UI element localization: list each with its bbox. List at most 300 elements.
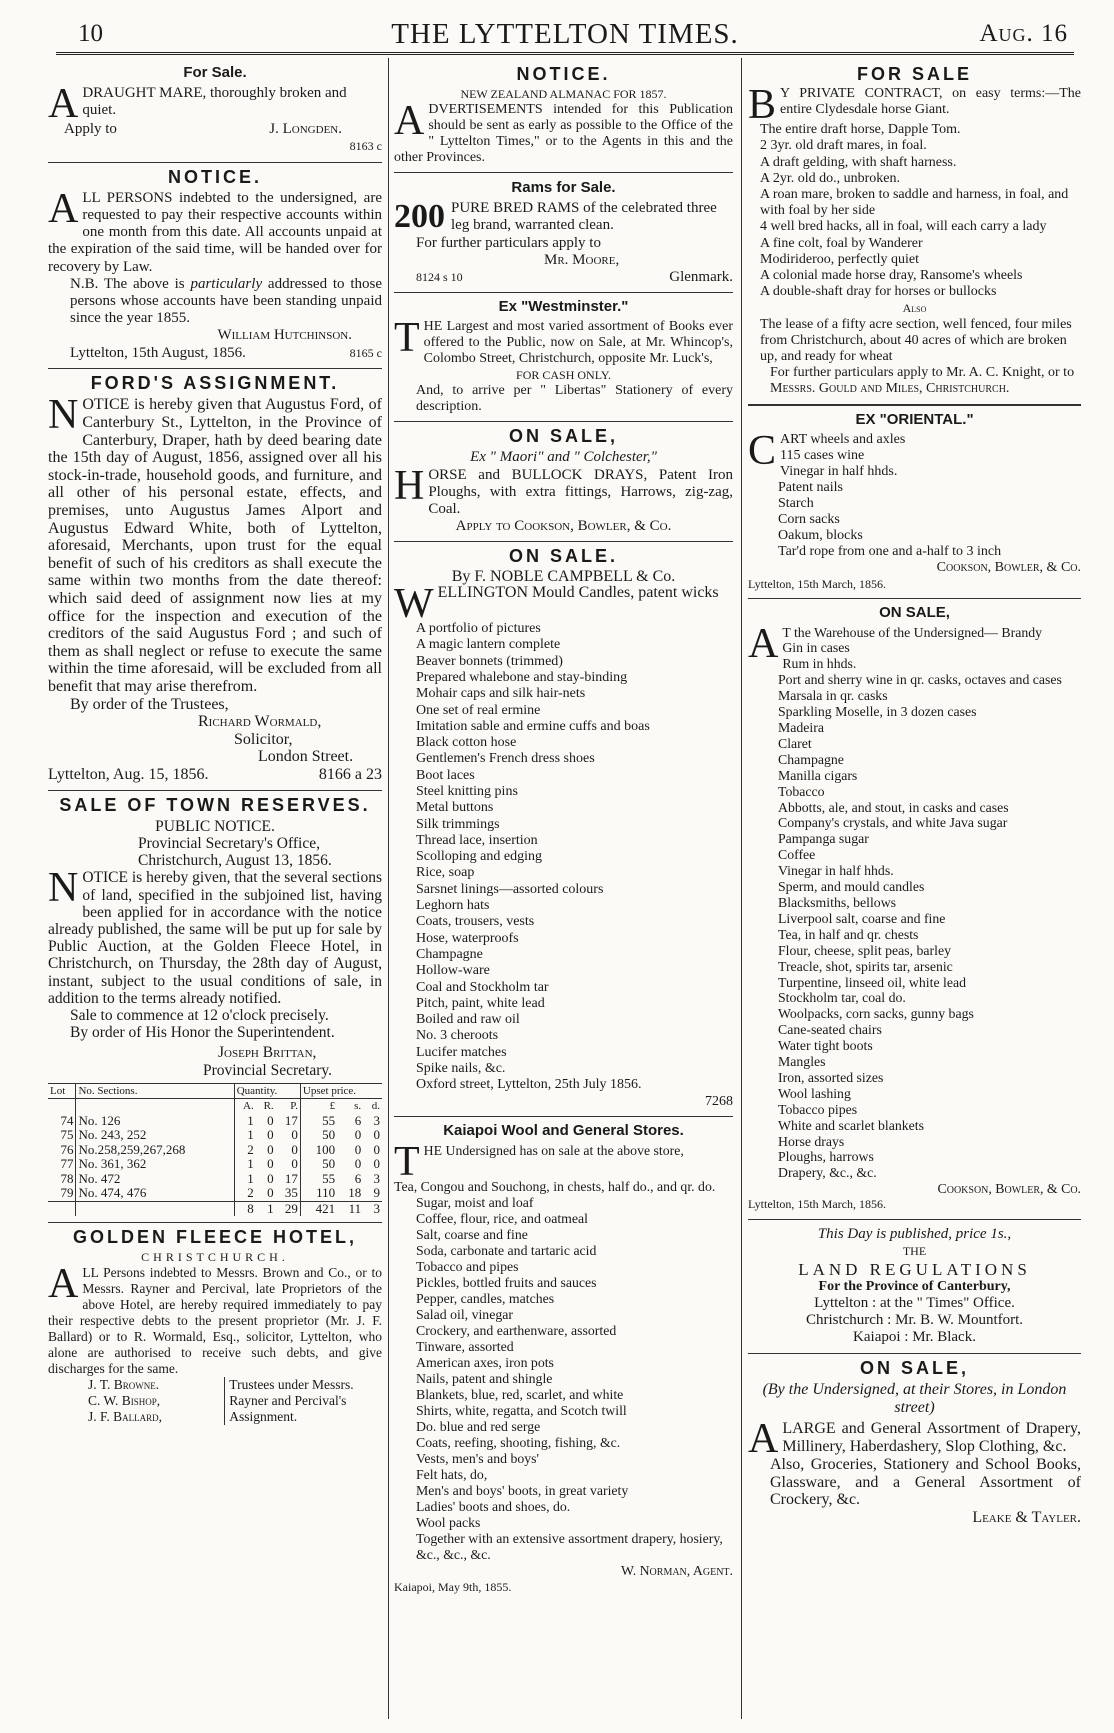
list-item: Tobacco	[778, 783, 825, 799]
table-cell: 0	[354, 1156, 362, 1172]
list-item: Spike nails, &c.	[416, 1061, 506, 1077]
ad-body: OTICE is hereby given, that the several sections of land, specified in the subjoined list, having been applied for in accordance with the notice already published, the same will be put up for sale by Public Auction, at the Golden Fleece Hotel, in Christchurch, on Thursday, the 28th day of August, instant, subject to the usual conditions of sale, in addition to the terms already notified.	[48, 869, 382, 1007]
ad-place-date: Lyttelton, 15th March, 1856.	[748, 1197, 886, 1212]
list-item: Sperm, and mould candles	[778, 879, 925, 895]
divider	[48, 1222, 382, 1223]
table-cell: 8	[234, 1201, 256, 1216]
table-cell: No. 126	[76, 1114, 234, 1129]
table-cell: 0	[267, 1127, 274, 1143]
drop-cap: B	[748, 82, 777, 129]
table-cell: 75	[60, 1127, 74, 1143]
ad-text: Also	[902, 301, 927, 316]
ad-body: LL PERSONS indebted to the undersigned, are requested to pay their respective accounts within one month from this date. All accounts unpaid at the expiration of the said time, will be handed over for recovery by Law.	[48, 189, 382, 275]
table-cell: 3	[363, 1201, 382, 1216]
list-item: A roan mare, broken to saddle and harness, in foal, and with foal by her side	[760, 187, 1069, 219]
ad-title: NOTICE.	[167, 166, 262, 187]
list-item: Pampanga sugar	[778, 831, 869, 847]
table-subheader: R.	[263, 1100, 274, 1113]
ad-rams-for-sale	[394, 179, 733, 286]
table-cell: 110	[300, 1186, 337, 1201]
ad-notice-debts	[48, 166, 383, 362]
ad-title: ON SALE,	[508, 426, 618, 447]
list-item: 4 well bred hacks, all in foal, will each carry a lady	[760, 219, 1047, 235]
ad-subtitle: Ex " Maori" and " Colchester,"	[470, 449, 657, 466]
ad-text: particularly	[190, 275, 263, 292]
list-item: Hose, waterproofs	[416, 930, 519, 946]
divider	[394, 541, 733, 542]
ad-body: T the Warehouse of the Undersigned— Brandy	[782, 624, 1043, 640]
list-item: Ploughs, harrows	[778, 1149, 874, 1165]
table-header: Quantity.	[234, 1083, 300, 1099]
divider	[48, 368, 382, 369]
list-item: Lucifer matches	[416, 1044, 507, 1060]
drop-cap: C	[748, 427, 777, 474]
list-item: Patent nails	[778, 479, 843, 495]
list-item: Tinware, assorted	[416, 1338, 514, 1354]
divider	[48, 790, 382, 791]
ad-leake-tayler	[748, 1357, 1081, 1527]
list-item: American axes, iron pots	[416, 1354, 554, 1370]
ad-text: Trustees under Messrs.	[229, 1377, 354, 1393]
ad-text: London Street.	[258, 748, 354, 766]
table-cell: 2	[234, 1143, 256, 1158]
ad-subtitle: By F. NOBLE CAMPBELL & Co.	[451, 567, 676, 585]
ad-subtitle: PUBLIC NOTICE.	[155, 817, 275, 835]
list-item: Rum in hhds.	[782, 656, 857, 672]
column-3	[748, 60, 1081, 1527]
table-row	[48, 1186, 382, 1201]
drop-cap: N	[48, 865, 79, 912]
list-item: Rice, soap	[416, 865, 475, 881]
table-cell: 74	[60, 1112, 74, 1128]
list-item: Crockery, and earthenware, assorted	[416, 1322, 617, 1338]
ad-title: SALE OF TOWN RESERVES.	[59, 794, 371, 815]
ad-body: HE Undersigned has on sale at the above store,	[423, 1142, 684, 1158]
drop-cap: H	[394, 462, 425, 509]
table-cell: 0	[354, 1141, 362, 1157]
list-item: A draft gelding, with shaft harness.	[760, 154, 957, 170]
drop-cap: T	[394, 315, 420, 362]
ad-subtitle: (By the Undersigned, at their Stores, in London street)	[762, 1381, 1067, 1416]
item-list	[394, 1195, 733, 1531]
list-item: Blankets, blue, red, scarlet, and white	[416, 1386, 624, 1402]
list-item: Salt, coarse and fine	[416, 1226, 528, 1242]
ad-ref: 8165 c	[349, 345, 382, 360]
list-item: 115 cases wine	[780, 447, 865, 463]
list-item: Claret	[778, 735, 812, 751]
list-item: Modirideroo, perfectly quiet	[760, 251, 920, 267]
ad-signature: J. F. Ballard,	[88, 1409, 163, 1425]
list-item: Salad oil, vinegar	[416, 1306, 513, 1322]
ad-title: GOLDEN FLEECE HOTEL,	[72, 1227, 357, 1248]
list-item: Iron, assorted sizes	[778, 1069, 884, 1085]
table-cell: 0	[373, 1127, 380, 1143]
ad-ref: 8166 a 23	[318, 765, 382, 783]
list-item: Marsala in qr. casks	[778, 688, 888, 704]
table-cell: 50	[300, 1128, 337, 1143]
list-item: Port and sherry wine in qr. casks, octaves and cases	[778, 672, 1062, 688]
list-item: Oakum, blocks	[778, 527, 863, 543]
ad-text: THE	[902, 1244, 927, 1259]
table-cell: 1	[234, 1114, 256, 1129]
list-item: Tobacco and pipes	[416, 1258, 519, 1274]
list-item: Imitation sable and ermine cuffs and boas	[416, 718, 650, 734]
table-cell: 79	[60, 1185, 74, 1201]
ad-title: Kaiapoi Wool and General Stores.	[443, 1121, 684, 1139]
list-item: A colonial made horse dray, Ransome's wheels	[760, 268, 1023, 284]
table-cell: 1	[256, 1201, 276, 1216]
table-cell: 0	[267, 1185, 274, 1201]
list-item: Coats, reefing, shooting, fishing, &c.	[416, 1434, 621, 1450]
table-cell: 17	[284, 1112, 298, 1128]
ad-body: ELLINGTON Mould Candles, patent wicks	[437, 584, 719, 602]
ad-title: ON SALE,	[879, 603, 950, 621]
ad-title: ON SALE.	[508, 546, 618, 567]
list-item: Company's crystals, and white Java sugar	[778, 815, 1008, 831]
ad-text: Also, Groceries, Stationery and School Books, Glassware, and a General Assortment of Crockery, &c.	[770, 1456, 1081, 1509]
list-item: Metal buttons	[416, 800, 494, 816]
table-cell: No. 361, 362	[76, 1157, 234, 1172]
ad-text: Lyttelton : at the " Times" Office.	[814, 1294, 1015, 1311]
ad-body: ORSE and BULLOCK DRAYS, Patent Iron Ploughs, with extra fittings, Harrows, zig-zag, Coal.	[428, 466, 733, 518]
list-item: Champagne	[778, 751, 844, 767]
ad-drays	[394, 428, 733, 535]
table-cell: 11	[337, 1201, 363, 1216]
table-cell: 0	[267, 1156, 274, 1172]
table-subheader: s.	[354, 1100, 362, 1113]
table-cell: 3	[373, 1112, 380, 1128]
ad-body: LL Persons indebted to Messrs. Brown and Co., or to Messrs. Rayner and Percival, late Proprietors of the above Hotel, are hereby required immediately to pay their respective debts to the present proprietor (Mr. J. F. Ballard) or to R. Wormald, Esq., solicitor, Lyttelton, who alone are authorised to receive such debts, and give discharges for the same.	[48, 1265, 382, 1377]
list-item: Woolpacks, corn sacks, gunny bags	[778, 1006, 974, 1022]
list-item: Mangles	[778, 1054, 826, 1070]
ad-text: Provincial Secretary's Office,	[138, 834, 320, 852]
divider	[394, 292, 733, 293]
list-item: Shirts, white, regatta, and Scotch twill	[416, 1402, 627, 1418]
ad-title: NOTICE.	[516, 64, 611, 84]
list-item: Boiled and raw oil	[416, 1012, 520, 1028]
masthead	[56, 16, 1074, 50]
column-divider	[388, 58, 389, 1719]
ad-text: Kaiapoi : Mr. Black.	[853, 1329, 976, 1346]
ad-text: Tea, Congou and Souchong, in chests, half do., and qr. do.	[394, 1178, 716, 1194]
list-item: Silk trimmings	[416, 816, 500, 832]
drop-cap: N	[48, 392, 79, 439]
table-cell: 0	[291, 1127, 298, 1143]
ad-signature: C. W. Bishop,	[88, 1393, 161, 1409]
table-cell: 76	[60, 1141, 74, 1157]
table-cell: 100	[300, 1143, 337, 1158]
ad-text: This Day is published, price 1s.,	[817, 1226, 1012, 1243]
reserves-table	[48, 1083, 382, 1217]
ad-body: HE Largest and most varied assortment of Books ever offered to the Public, now on Sale, at Mr. Whincop's, Colombo Street, Christchurch, opposite Mr. Luck's,	[423, 319, 733, 367]
column-2	[394, 60, 733, 1595]
table-cell: 0	[267, 1141, 274, 1157]
list-item: Mohair caps and silk hair-nets	[416, 686, 586, 702]
ad-kaiapoi	[394, 1123, 733, 1595]
table-cell: 0	[267, 1170, 274, 1186]
ad-text: Apply to	[64, 121, 117, 138]
ad-signature: Joseph Brittan,	[218, 1044, 317, 1062]
table-cell: 0	[291, 1156, 298, 1172]
ad-almanac-notice	[394, 66, 733, 166]
ad-text: By order of the Trustees,	[70, 695, 229, 713]
ad-golden-fleece	[48, 1229, 382, 1425]
table-cell: 55	[300, 1172, 337, 1187]
ad-signature: W. Norman, Agent.	[620, 1562, 733, 1578]
ad-body: OTICE is hereby given that Augustus Ford, of Canterbury St., Lyttelton, in the Province of Canterbury, Draper, hath by deed bearing date the 15th day of August, 1856, assigned over all his stock-in-trade, household goods, and furniture, and all other of his personal estate, effects, and premises, unto Augustus James Alport and Augustus Edward White, both of Lyttelton, aforesaid, Merchants, upon trust for the equal benefit of such of his creditors as shall execute the same within two months from the date thereof: which said deed of assignment now lies at my office for the inspection and execution of the creditors of the said Augustus Ford ; and such of them as shall neglect or refuse to execute the same within the time aforesaid, will be excluded from all benefit that may arise therefrom.	[48, 396, 382, 695]
table-header: Upset price.	[300, 1083, 382, 1099]
table-cell: 2	[234, 1186, 256, 1201]
list-item: Thread lace, insertion	[416, 832, 538, 848]
table-cell: 1	[234, 1172, 256, 1187]
ad-place-date: Lyttelton, 15th March, 1856.	[748, 576, 886, 591]
ad-signature: Richard Wormald,	[198, 713, 322, 731]
table-cell: No. 474, 476	[76, 1186, 234, 1201]
list-item: Madeira	[778, 720, 824, 735]
list-item: Wool lashing	[778, 1085, 851, 1101]
ad-title: Ex "Westminster."	[498, 298, 629, 316]
list-item: Flour, cheese, split peas, barley	[778, 942, 952, 958]
table-cell: No. 472	[76, 1172, 234, 1187]
drop-cap: A	[48, 185, 79, 232]
list-item: Steel knitting pins	[416, 784, 518, 799]
table-cell: 421	[300, 1201, 337, 1216]
ad-text: Rayner and Percival's	[229, 1393, 347, 1409]
drop-cap: A	[48, 1261, 79, 1308]
table-cell: 9	[373, 1185, 380, 1201]
ad-body: PURE BRED RAMS of the celebrated three leg brand, warranted clean.	[451, 200, 717, 234]
list-item: Vinegar in half hhds.	[778, 863, 894, 879]
table-cell: No.258,259,267,268	[76, 1143, 234, 1158]
item-list	[748, 448, 1081, 560]
list-item: Prepared whalebone and stay-binding	[416, 669, 628, 685]
list-item: Pickles, bottled fruits and sauces	[416, 1274, 597, 1290]
table-cell: 1	[234, 1128, 256, 1143]
ad-text: And, to arrive per " Libertas" Stationery of every description.	[416, 383, 733, 415]
ad-title: FOR SALE	[856, 64, 972, 84]
list-item: Starch	[778, 495, 814, 511]
ad-text: Together with an extensive assortment drapery, hosiery, &c., &c., &c.	[416, 1530, 723, 1562]
item-list	[748, 640, 1081, 1181]
ad-signature: Leake & Tayler.	[972, 1509, 1081, 1527]
ad-mare-for-sale	[48, 64, 382, 156]
table-subheader: A.	[234, 1099, 256, 1114]
divider	[748, 404, 1081, 406]
list-item: Leghorn hats	[416, 898, 490, 914]
list-item: Stockholm tar, coal do.	[778, 990, 906, 1006]
newspaper-title: THE LYTTELTON TIMES.	[391, 18, 739, 50]
table-subheader: P.	[290, 1100, 298, 1113]
table-row	[48, 1172, 382, 1187]
list-item: Coats, trousers, vests	[416, 914, 535, 930]
table-header: No. Sections.	[76, 1083, 234, 1099]
ad-body: LARGE and General Assortment of Drapery, Millinery, Haberdashery, Slop Clothing, &c.	[782, 1420, 1081, 1455]
list-item: No. 3 cheroots	[416, 1028, 499, 1044]
ad-text: Apply to Cookson, Bowler, & Co.	[455, 518, 672, 535]
ad-signature: Mr. Moore,	[544, 251, 620, 268]
ad-warehouse-sale	[748, 605, 1081, 1213]
divider	[48, 162, 382, 163]
list-item: Abbotts, ale, and stout, in casks and cases	[778, 799, 1009, 815]
ad-text: N.B. The above is	[70, 275, 185, 292]
list-item: Cane-seated chairs	[778, 1022, 882, 1038]
table-subheader: d.	[371, 1100, 380, 1113]
table-cell: 0	[354, 1127, 362, 1143]
list-item: Coffee, flour, rice, and oatmeal	[416, 1210, 588, 1226]
table-total-row	[48, 1201, 382, 1216]
ad-for-sale-horses	[748, 66, 1081, 398]
list-item: A double-shaft dray for horses or bullocks	[760, 284, 997, 300]
divider	[748, 1219, 1081, 1220]
drop-cap: T	[394, 1138, 420, 1185]
ad-text: Sale to commence at 12 o'clock precisely.	[70, 1006, 329, 1024]
list-item: Do. blue and red serge	[416, 1418, 541, 1434]
list-item: Pitch, paint, white lead	[416, 995, 545, 1011]
table-cell: 6	[354, 1170, 362, 1186]
list-item: Drapery, &c., &c.	[778, 1165, 877, 1181]
trustees-block	[48, 1377, 382, 1425]
ad-body: ART wheels and axles	[780, 431, 906, 447]
table-cell: 0	[291, 1141, 298, 1157]
list-item: Pepper, candles, matches	[416, 1290, 555, 1306]
list-item: Men's and boys' boots, in great variety	[416, 1482, 629, 1498]
ad-title: FORD'S ASSIGNMENT.	[90, 372, 340, 393]
table-cell: 55	[300, 1114, 337, 1129]
ad-signature: Messrs. Gould and Miles, Christchurch.	[770, 381, 1010, 397]
divider	[394, 421, 733, 422]
list-item: Sugar, moist and loaf	[416, 1194, 534, 1210]
list-item: Coal and Stockholm tar	[416, 979, 549, 995]
list-item: Hollow-ware	[416, 963, 490, 979]
ad-ref: 8163 c	[349, 139, 382, 154]
drop-cap: A	[748, 1416, 779, 1463]
ad-oriental	[748, 412, 1081, 592]
ad-text: Assignment.	[229, 1409, 298, 1425]
ad-subtitle: CHRISTCHURCH.	[141, 1250, 289, 1265]
column-1	[48, 60, 382, 1425]
list-item: A 2yr. old do., unbroken.	[760, 170, 900, 186]
ad-place-date: Oxford street, Lyttelton, 25th July 1856.	[416, 1077, 642, 1093]
table-cell: 35	[284, 1185, 298, 1201]
issue-date: Aug. 16	[979, 20, 1068, 47]
list-item: Manilla cigars	[778, 767, 858, 783]
ad-text: FOR CASH ONLY.	[516, 368, 611, 383]
list-item: Gin in cases	[782, 640, 850, 656]
ad-text: Provincial Secretary.	[203, 1061, 332, 1079]
table-row	[48, 1114, 382, 1129]
list-item: Scolloping and edging	[416, 849, 542, 865]
table-cell: 78	[60, 1170, 74, 1186]
table-cell: No. 243, 252	[76, 1128, 234, 1143]
list-item: Blacksmiths, bellows	[778, 894, 897, 910]
list-item: Sarsnet linings—assorted colours	[416, 881, 604, 897]
table-cell: 18	[348, 1185, 362, 1201]
table-cell: 0	[373, 1156, 380, 1172]
ad-text: Christchurch, August 13, 1856.	[138, 852, 332, 870]
ad-land-regulations	[748, 1226, 1081, 1346]
list-item: Vinegar in half hhds.	[780, 463, 898, 479]
list-item: Ladies' boots and shoes, do.	[416, 1498, 571, 1514]
list-item: Boot laces	[416, 767, 475, 783]
ad-ref: 8124 s 10	[416, 270, 463, 285]
drop-cap: A	[48, 81, 79, 128]
drop-number: 200	[394, 198, 445, 236]
ad-westminster	[394, 299, 733, 415]
list-item: Tobacco pipes	[778, 1101, 858, 1117]
list-item: The entire draft horse, Dapple Tom.	[760, 122, 961, 138]
ad-text: addressed to those persons whose accounts have been standing unpaid since the year 1855.	[70, 275, 383, 327]
divider	[394, 1116, 733, 1117]
item-list	[394, 621, 733, 1077]
ad-place-date: Kaiapoi, May 9th, 1855.	[394, 1579, 512, 1594]
drop-cap: W	[394, 581, 434, 628]
ad-text: The lease of a fifty acre section, well fenced, four miles from Christchurch, about 40 acres of which are broken up, and ready for wheat	[760, 316, 1072, 365]
ad-subtitle: For the Province of Canterbury,	[818, 1278, 1011, 1294]
list-item: Liverpool salt, coarse and fine	[778, 910, 946, 926]
table-row	[48, 1157, 382, 1172]
page-number: 10	[78, 20, 103, 47]
list-item: Water tight boots	[778, 1038, 873, 1054]
ad-town-reserves	[48, 794, 382, 1217]
list-item: Treacle, shot, spirits tar, arsenic	[778, 958, 953, 974]
table-row	[48, 1143, 382, 1158]
list-item: One set of real ermine	[416, 702, 541, 718]
list-item: Tea, in half and qr. chests	[778, 926, 919, 942]
list-item: 2 3yr. old draft mares, in foal.	[760, 138, 927, 154]
list-item: Felt hats, do,	[416, 1466, 488, 1482]
ad-fords-assignment	[48, 372, 382, 784]
table-cell: 3	[373, 1170, 380, 1186]
table-cell: 6	[354, 1112, 362, 1128]
masthead-rule	[56, 52, 1074, 57]
ad-text: For further particulars apply to Mr. A. C. Knight, or to	[770, 365, 1075, 381]
ad-title: Rams for Sale.	[511, 179, 616, 196]
list-item: Sparkling Moselle, in 3 dozen cases	[778, 704, 977, 720]
ad-ref: 7268	[705, 1093, 733, 1109]
divider	[394, 172, 733, 173]
ad-title: ON SALE,	[859, 1357, 969, 1378]
list-item: Coffee	[778, 847, 816, 863]
table-cell: 77	[60, 1156, 74, 1172]
list-item: Turpentine, linseed oil, white lead	[778, 974, 967, 990]
ad-signature: Cookson, Bowler, & Co.	[937, 1181, 1081, 1197]
list-item: Nails, patent and shingle	[416, 1370, 553, 1386]
ad-signature: Cookson, Bowler, & Co.	[936, 559, 1081, 575]
ad-campbell	[394, 548, 733, 1110]
table-cell: 17	[284, 1170, 298, 1186]
table-subheader: £	[300, 1099, 337, 1114]
ad-text: Glenmark.	[669, 269, 733, 286]
list-item: A fine colt, foal by Wanderer	[760, 235, 923, 251]
ad-text: For further particulars apply to	[416, 234, 601, 251]
ad-body: Y PRIVATE CONTRACT, on easy terms:—The entire Clydesdale horse Giant.	[780, 86, 1081, 118]
column-divider	[741, 58, 742, 1719]
list-item: Gentlemen's French dress shoes	[416, 751, 595, 767]
ad-text: Christchurch : Mr. B. W. Mountfort.	[805, 1312, 1024, 1329]
ad-title: For Sale.	[183, 64, 247, 81]
list-item: Champagne	[416, 946, 483, 962]
item-list	[748, 122, 1081, 300]
table-cell: 0	[373, 1141, 380, 1157]
table-row	[48, 1128, 382, 1143]
list-item: A magic lantern complete	[416, 637, 561, 653]
ad-title: LAND REGULATIONS	[798, 1259, 1031, 1279]
list-item: Soda, carbonate and tartaric acid	[416, 1242, 597, 1258]
table-cell: 1	[234, 1157, 256, 1172]
list-item: A portfolio of pictures	[416, 621, 541, 637]
list-item: Tar'd rope from one and a-half to 3 inch	[778, 543, 1002, 559]
ad-title: EX "ORIENTAL."	[855, 410, 974, 428]
